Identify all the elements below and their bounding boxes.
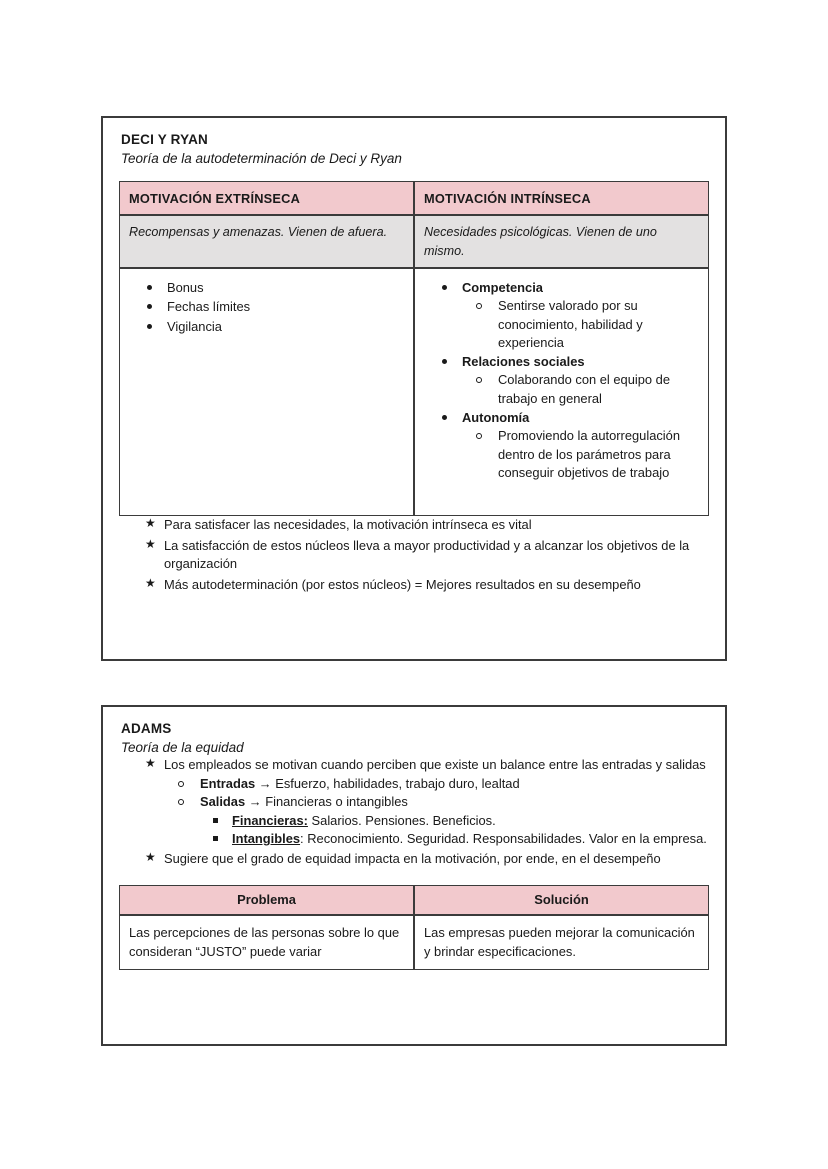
list-item [119, 537, 709, 574]
problem-solution-table [119, 885, 709, 970]
text-financieras: Salarios. Pensiones. Beneficios. [311, 812, 496, 828]
term-financieras: Financieras: [232, 812, 308, 828]
list-item-label: Relaciones sociales [462, 354, 585, 370]
sub-list-item [462, 371, 699, 408]
separator-colon: : [300, 831, 304, 847]
description-intrinsic: Necesidades psicológicas. Vienen de uno mismo. [414, 215, 709, 268]
list-item-label: Para satisfacer las necesidades, la motivación intrínseca es vital [164, 516, 532, 532]
list-item [424, 279, 699, 352]
sub-list [462, 427, 699, 482]
sub-list [462, 297, 699, 352]
list-item [119, 756, 709, 848]
table-description-row [119, 215, 709, 268]
column-header-solucion: Solución [414, 885, 709, 915]
list-item [129, 279, 404, 297]
sub-sub-list-item [200, 830, 709, 848]
sub-list-item [462, 427, 699, 482]
sub-list-item-label: Promoviendo la autorregulación dentro de los parámetros para conseguir objetivos de trabajo [498, 428, 681, 481]
list-item [119, 516, 709, 535]
arrow-icon: → [258, 776, 272, 792]
subtitle-adams: Teoría de la equidad [121, 739, 244, 755]
list-item-label: Bonus [167, 279, 204, 295]
page-title-adams: ADAMS [121, 721, 172, 736]
page-title-deci-ryan: DECI Y RYAN [121, 132, 208, 147]
column-header-intrinsic: MOTIVACIÓN INTRÍNSECA [414, 181, 709, 215]
sub-list-item [164, 793, 709, 848]
extrinsic-list [129, 279, 404, 336]
sub-list-item-label: Colaborando con el equipo de trabajo en general [498, 372, 671, 406]
term-intangibles: Intangibles [232, 831, 301, 847]
deci-key-points-list [119, 516, 709, 595]
adams-sub-sub-list [200, 812, 709, 849]
list-item [119, 850, 709, 869]
list-item-label: Competencia [462, 279, 543, 295]
section-card-adams [101, 705, 727, 1046]
list-item [424, 353, 699, 408]
sub-list-item [164, 775, 709, 793]
table-row [119, 915, 709, 970]
cell-solucion: Las empresas pueden mejorar la comunicación y brindar especificaciones. [414, 915, 709, 970]
sub-list-item [462, 297, 699, 352]
term-salidas: Salidas [200, 794, 246, 810]
list-item [129, 298, 404, 316]
sub-list [462, 371, 699, 408]
list-item-label: Autonomía [462, 410, 530, 426]
text-intangibles: Reconocimiento. Seguridad. Responsabilidades. Valor en la empresa. [307, 831, 707, 847]
list-item-label: Fechas límites [167, 299, 251, 315]
list-item-label: Vigilancia [167, 318, 222, 334]
text-entradas: Esfuerzo, habilidades, trabajo duro, lealtad [275, 776, 520, 792]
intrinsic-list [424, 279, 699, 482]
list-item-label: Más autodeterminación (por estos núcleos) = Mejores resultados en su desempeño [164, 577, 641, 593]
table-content-row [119, 268, 709, 516]
list-item [119, 576, 709, 595]
list-item-label: La satisfacción de estos núcleos lleva a mayor productividad y a alcanzar los objetivos de la organización [164, 537, 690, 572]
term-entradas: Entradas [200, 776, 256, 792]
list-item-label: Los empleados se motivan cuando perciben que existe un balance entre las entradas y salidas [164, 757, 706, 773]
subtitle-deci-ryan: Teoría de la autodeterminación de Deci y Ryan [121, 150, 402, 166]
cell-extrinsic-items [119, 268, 414, 516]
adams-points-list [119, 756, 709, 869]
adams-sub-list [164, 775, 709, 848]
column-header-extrinsic: MOTIVACIÓN EXTRÍNSECA [119, 181, 414, 215]
sub-list-item-label: Sentirse valorado por su conocimiento, habilidad y experiencia [498, 298, 643, 350]
text-salidas: Financieras o intangibles [265, 794, 408, 810]
cell-problema: Las percepciones de las personas sobre lo que consideran “JUSTO” puede variar [119, 915, 414, 970]
motivation-comparison-table [119, 181, 709, 516]
list-item [129, 318, 404, 336]
cell-intrinsic-items [414, 268, 709, 516]
table-header-row [119, 885, 709, 915]
table-header-row [119, 181, 709, 215]
section-card-deci-ryan [101, 116, 727, 661]
arrow-icon: → [248, 794, 262, 810]
column-header-problema: Problema [119, 885, 414, 915]
list-item-label: Sugiere que el grado de equidad impacta en la motivación, por ende, en el desempeño [164, 851, 661, 867]
sub-sub-list-item [200, 812, 709, 830]
list-item [424, 409, 699, 482]
description-extrinsic: Recompensas y amenazas. Vienen de afuera. [119, 215, 414, 268]
